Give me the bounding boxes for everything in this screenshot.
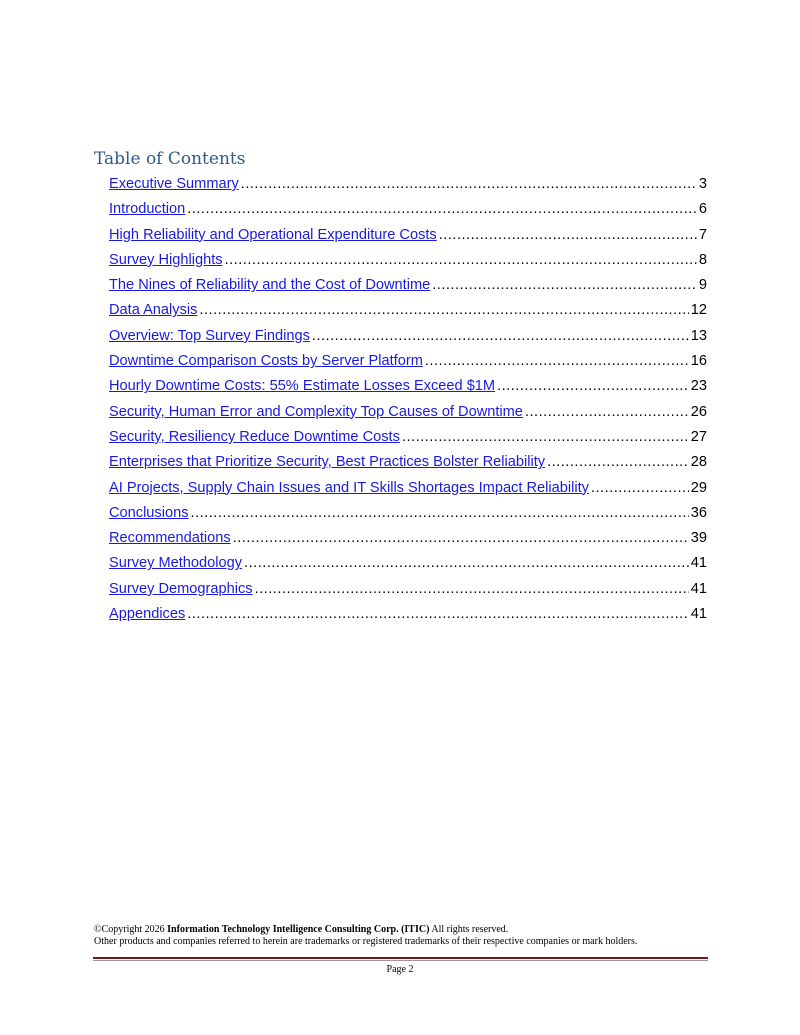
dot-leader	[241, 172, 697, 197]
toc-page-number: 12	[690, 302, 707, 319]
toc-page-number: 16	[690, 353, 707, 370]
dot-leader	[591, 476, 689, 501]
toc-link[interactable]: The Nines of Reliability and the Cost of Downtime	[109, 277, 431, 294]
toc-link[interactable]: Hourly Downtime Costs: 55% Estimate Losses Exceed $1M	[109, 378, 496, 395]
toc-link[interactable]: Survey Highlights	[109, 251, 223, 268]
dot-leader	[439, 223, 697, 248]
dot-leader	[497, 374, 689, 399]
dot-leader	[187, 602, 688, 627]
toc-link[interactable]: Security, Resiliency Reduce Downtime Costs	[109, 428, 400, 445]
toc-link[interactable]: Executive Summary	[109, 176, 239, 192]
toc-page-number: 28	[690, 454, 707, 471]
toc-link[interactable]: AI Projects, Supply Chain Issues and IT Skills Shortages Impact Reliability	[109, 479, 589, 496]
toc-page-number: 7	[698, 226, 707, 243]
toc-entry	[109, 324, 707, 349]
toc-link[interactable]: Recommendations	[109, 530, 231, 547]
toc-entry	[109, 577, 707, 602]
toc-page-number: 41	[690, 606, 707, 623]
toc-entry	[109, 425, 707, 450]
toc-entry	[109, 400, 707, 425]
toc-page-number: 13	[690, 327, 707, 344]
dot-leader	[187, 197, 697, 222]
toc-page-number: 41	[690, 580, 707, 597]
toc-link[interactable]: Enterprises that Prioritize Security, Best Practices Bolster Reliability	[109, 454, 546, 471]
company-name: Information Technology Intelligence Consulting Corp. (ITIC)	[167, 924, 430, 935]
toc-entry	[109, 476, 707, 501]
dot-leader	[225, 248, 697, 273]
footer-rule-thin	[93, 960, 708, 961]
dot-leader	[244, 551, 689, 576]
dot-leader	[312, 324, 689, 349]
toc-page-number: 8	[698, 251, 707, 268]
toc-page-number: 27	[690, 428, 707, 445]
toc-page-number: 9	[698, 277, 707, 294]
toc-link[interactable]: Introduction	[109, 201, 186, 218]
dot-leader	[199, 298, 688, 323]
dot-leader	[233, 526, 689, 551]
toc-entry	[109, 374, 707, 399]
dot-leader	[425, 349, 689, 374]
toc-entry	[109, 223, 707, 248]
page-footer	[94, 924, 714, 948]
toc-page-number: 29	[690, 479, 707, 496]
dot-leader	[432, 273, 697, 298]
dot-leader	[191, 501, 689, 526]
copyright-prefix: ©Copyright 2026	[94, 924, 165, 935]
toc-link[interactable]: High Reliability and Operational Expenditure Costs	[109, 226, 437, 243]
toc-page-number: 26	[690, 403, 707, 420]
toc-page-number: 3	[698, 176, 707, 192]
rights-text: All rights reserved.	[431, 924, 509, 935]
toc-link[interactable]: Survey Methodology	[109, 555, 243, 572]
toc-title: Table of Contents	[94, 149, 246, 169]
toc-entry	[109, 349, 707, 374]
toc-entry	[109, 501, 707, 526]
toc-entry	[109, 298, 707, 323]
toc-page-number: 36	[690, 504, 707, 521]
toc-entry	[109, 172, 707, 197]
dot-leader	[547, 450, 689, 475]
toc-entry	[109, 450, 707, 475]
toc-entry	[109, 248, 707, 273]
copyright-line	[94, 924, 714, 936]
dot-leader	[255, 577, 689, 602]
toc-link[interactable]: Conclusions	[109, 504, 189, 521]
footer-rule	[93, 957, 708, 959]
toc-list	[109, 172, 707, 627]
toc-link[interactable]: Security, Human Error and Complexity Top Causes of Downtime	[109, 403, 523, 420]
toc-link[interactable]: Survey Demographics	[109, 580, 253, 597]
toc-page-number: 23	[690, 378, 707, 395]
toc-entry	[109, 602, 707, 627]
toc-link[interactable]: Data Analysis	[109, 302, 198, 319]
page-number: Page 2	[386, 964, 414, 975]
toc-link[interactable]: Overview: Top Survey Findings	[109, 327, 310, 344]
toc-link[interactable]: Appendices	[109, 606, 186, 623]
dot-leader	[402, 425, 689, 450]
toc-page-number: 41	[690, 555, 707, 572]
toc-entry	[109, 551, 707, 576]
toc-entry	[109, 197, 707, 222]
toc-page-number: 39	[690, 530, 707, 547]
trademark-notice: Other products and companies referred to herein are trademarks or registered trademarks of their respective companies or mark holders.	[94, 936, 638, 947]
toc-page-number: 6	[698, 201, 707, 218]
toc-link[interactable]: Downtime Comparison Costs by Server Platform	[109, 353, 423, 370]
dot-leader	[525, 400, 689, 425]
toc-entry	[109, 273, 707, 298]
toc-entry	[109, 526, 707, 551]
